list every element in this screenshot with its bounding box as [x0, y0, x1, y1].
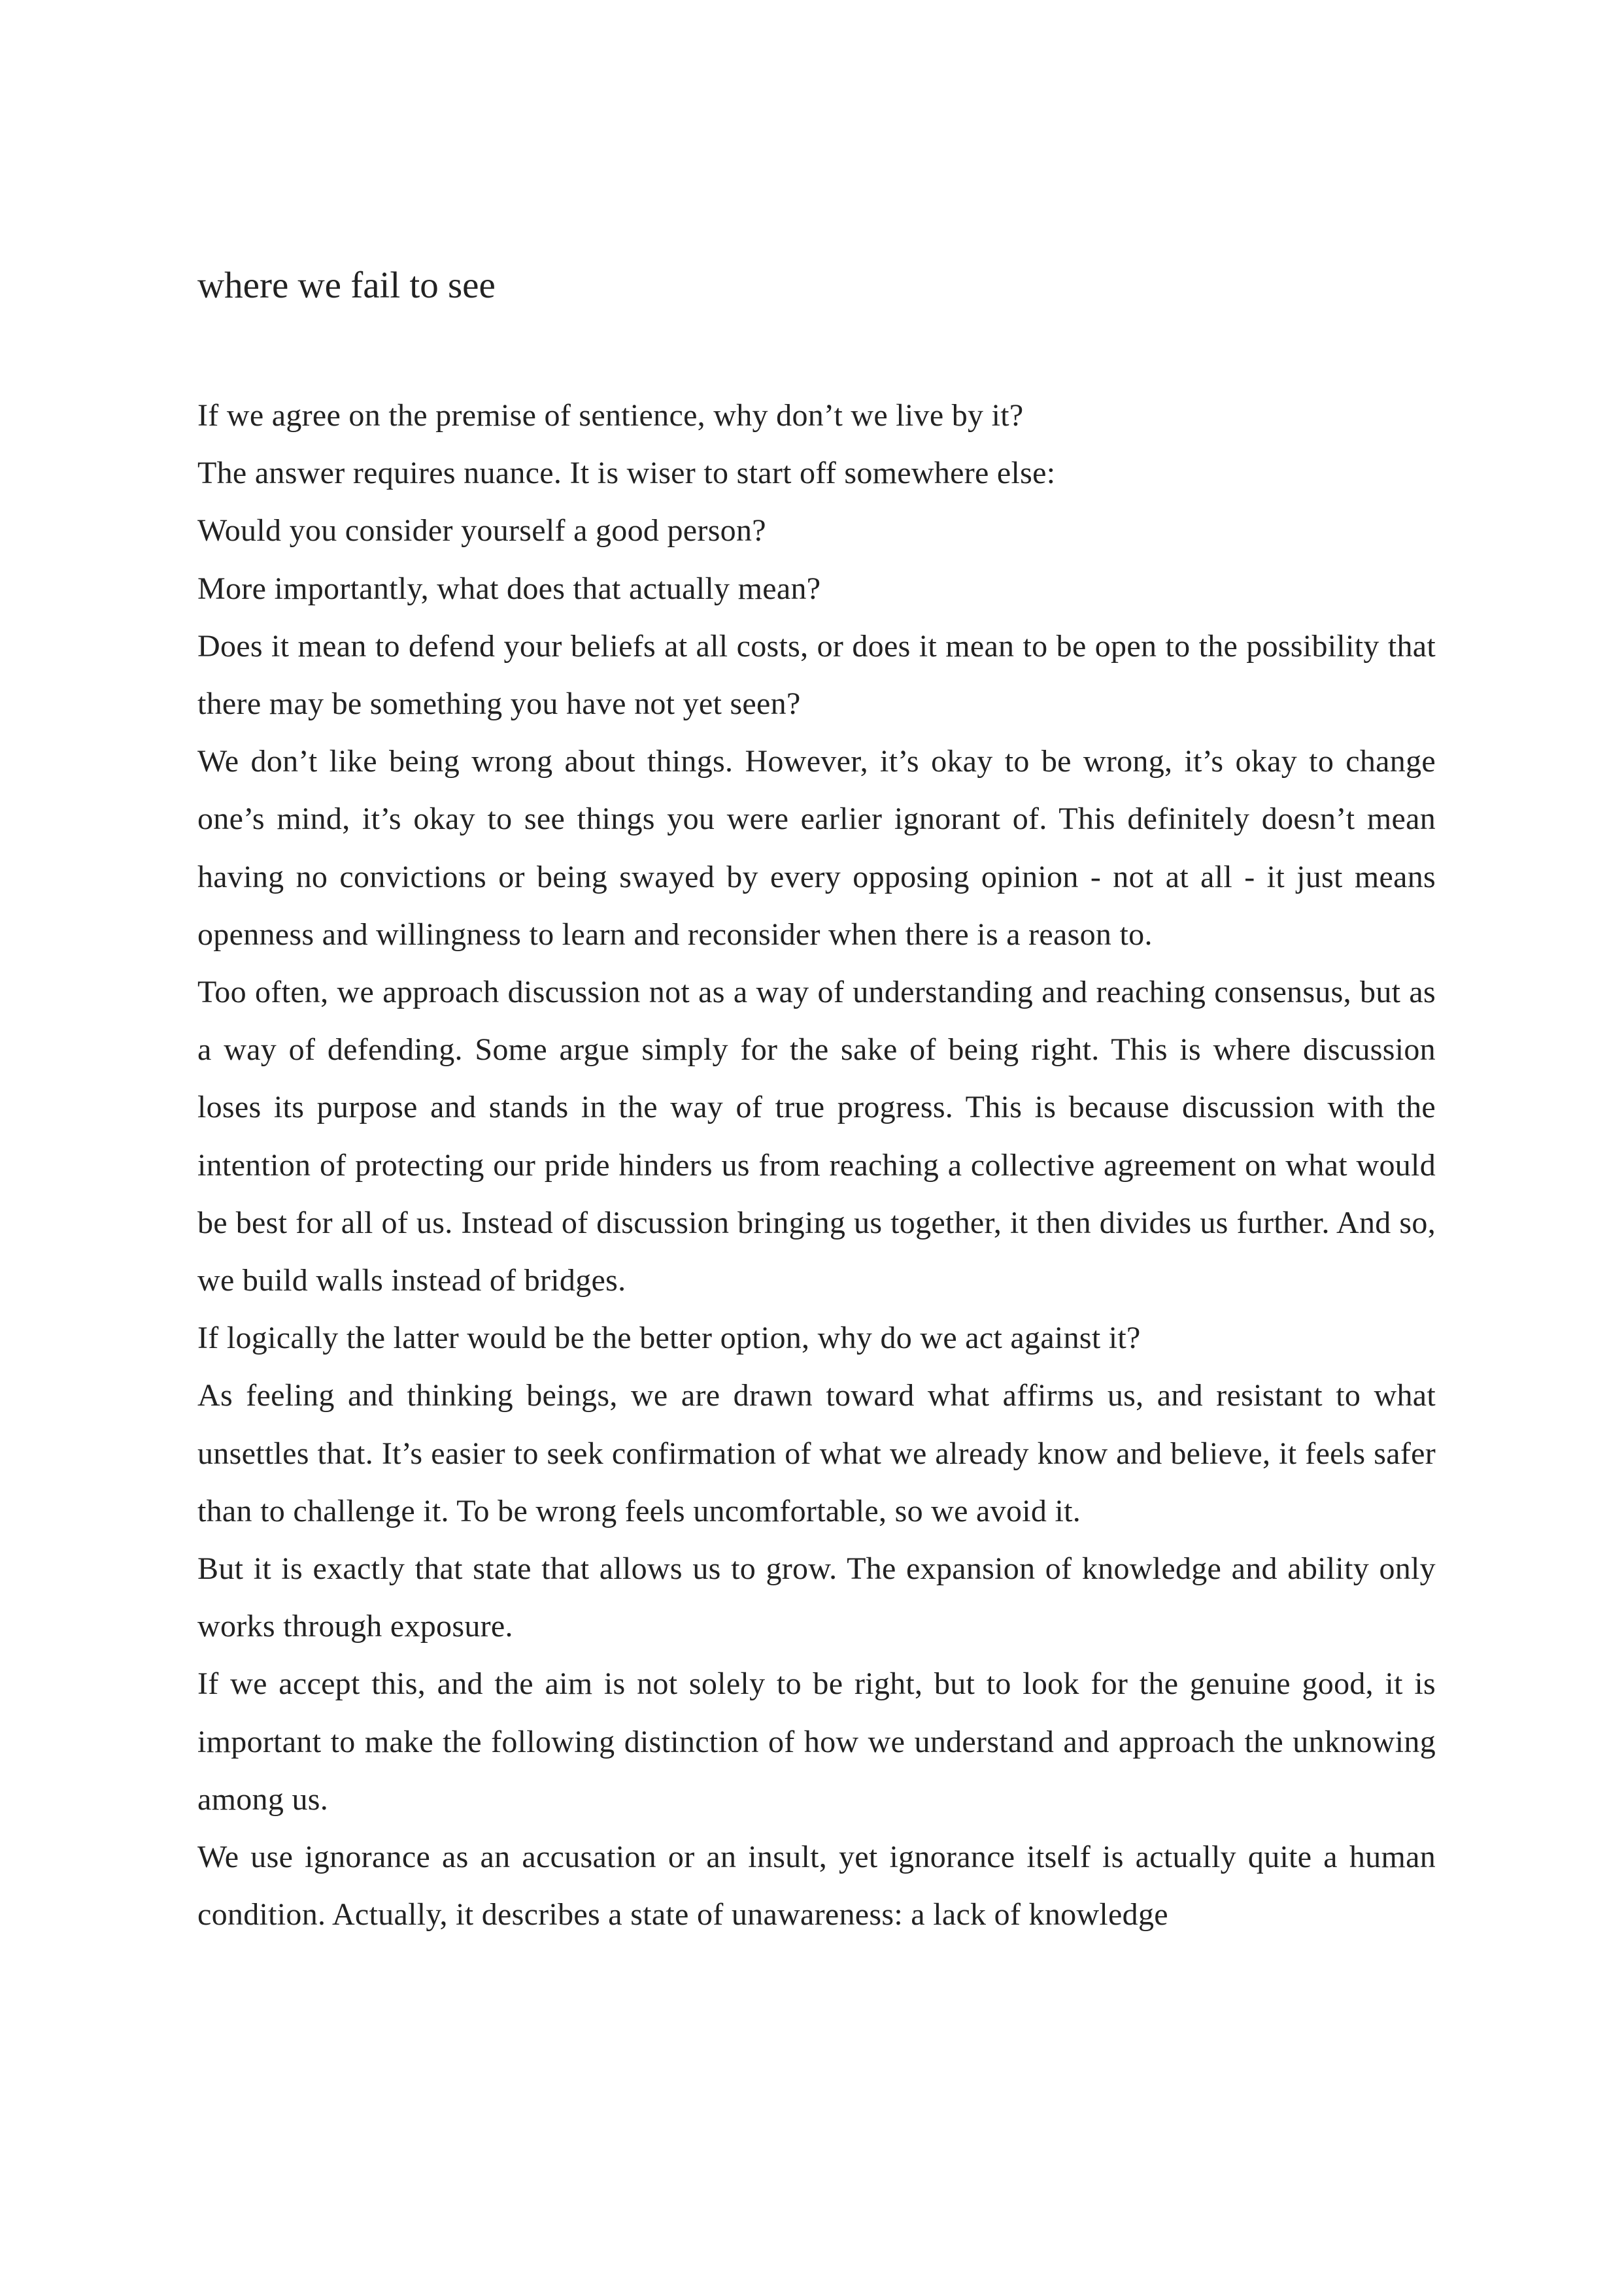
paragraph: If we agree on the premise of sentience, why don’t we live by it?: [197, 398, 1024, 433]
paragraph: We don’t like being wrong about things. However, it’s okay to be wrong, it’s okay to change one’s mind, it’s okay to see things you were earlier ignorant of. This definitely doesn’t mean having no convictions or being swayed by every opposing opinion - not at all - it just means openness and willingness to learn and reconsider when there is a reason to.: [197, 744, 1436, 952]
paragraph: But it is exactly that state that allows us to grow. The expansion of knowledge and ability only works through exposure.: [197, 1551, 1436, 1644]
paragraph: Too often, we approach discussion not as a way of understanding and reaching consensus, but as a way of defending. Some argue simply for the sake of being right. This is where discussion loses its purpose and stands in the way of true progress. This is because discussion with the intention of protecting our pride hinders us from reaching a collective agreement on what would be best for all of us. Instead of discussion bringing us together, it then divides us further. And so, we build walls instead of bridges.: [197, 975, 1436, 1298]
paragraph: More importantly, what does that actually mean?: [197, 571, 821, 606]
paragraph: As feeling and thinking beings, we are drawn toward what affirms us, and resistant to what unsettles that. It’s easier to seek confirmation of what we already know and believe, it feels safer than to challenge it. To be wrong feels uncomfortable, so we avoid it.: [197, 1378, 1436, 1528]
paragraph: The answer requires nuance. It is wiser to start off somewhere else:: [197, 456, 1056, 491]
paragraph: Would you consider yourself a good person?: [197, 513, 766, 548]
paragraph: If we accept this, and the aim is not solely to be right, but to look for the genuine good, it is important to make the following distinction of how we understand and approach the unknowing among us.: [197, 1666, 1436, 1817]
document-body: [197, 387, 1436, 1944]
paragraph: Does it mean to defend your beliefs at all costs, or does it mean to be open to the possibility that there may be something you have not yet seen?: [197, 628, 1436, 722]
paragraph: We use ignorance as an accusation or an insult, yet ignorance itself is actually quite a human condition. Actually, it describes a state of unawareness: a lack of knowledge: [197, 1840, 1436, 1932]
page-title: where we fail to see: [197, 265, 496, 306]
paragraph: If logically the latter would be the better option, why do we act against it?: [197, 1321, 1141, 1356]
